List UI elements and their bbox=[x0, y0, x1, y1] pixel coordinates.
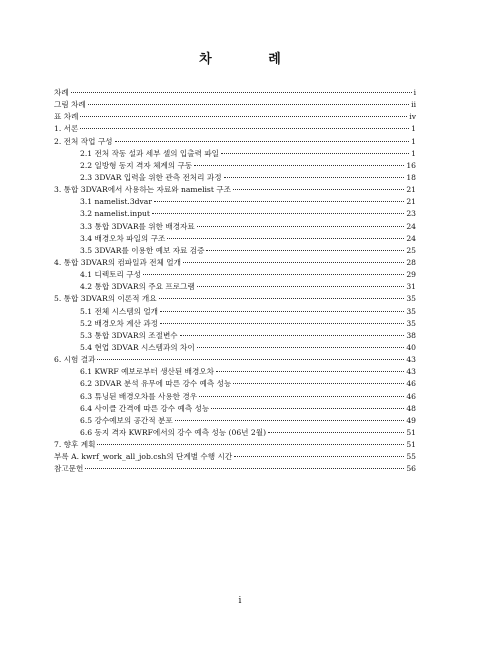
toc-entry[interactable] bbox=[54, 123, 416, 135]
toc-entry-page: 51 bbox=[406, 440, 416, 450]
page-number: i bbox=[238, 596, 242, 606]
toc-leader-dots bbox=[180, 335, 405, 336]
toc-entry[interactable] bbox=[54, 160, 416, 172]
toc-leader-dots bbox=[197, 347, 405, 348]
toc-entry[interactable] bbox=[54, 281, 416, 293]
toc-entry-label: 5.3 통합 3DVAR의 조절변수 bbox=[80, 330, 178, 340]
toc-entry[interactable] bbox=[54, 87, 416, 99]
toc-entry-label: 표 차례 bbox=[54, 112, 79, 122]
toc-entry[interactable] bbox=[54, 318, 416, 330]
toc-entry-label: 2.2 일방형 동지 격자 체계의 구동 bbox=[80, 160, 193, 170]
toc-entry[interactable] bbox=[54, 415, 416, 427]
toc-entry-page: 43 bbox=[406, 355, 416, 365]
toc-entry[interactable] bbox=[54, 439, 416, 451]
toc-entry[interactable] bbox=[54, 184, 416, 196]
toc-entry-label: 6.6 동지 격자 KWRF에서의 강수 예측 성능 (06년 2월) bbox=[80, 427, 267, 437]
toc-entry-page: 1 bbox=[411, 136, 416, 146]
toc-leader-dots bbox=[154, 201, 404, 202]
toc-entry-page: 23 bbox=[406, 209, 416, 219]
toc-entry-label: 3.1 namelist.3dvar bbox=[80, 197, 152, 207]
toc-entry-label: 2.1 전처 작동 설과 세부 셀의 입출력 파일 bbox=[80, 148, 220, 158]
toc-entry[interactable] bbox=[54, 366, 416, 378]
toc-leader-dots bbox=[85, 468, 404, 469]
toc-leader-dots bbox=[71, 92, 412, 93]
toc-entry[interactable] bbox=[54, 99, 416, 111]
toc-leader-dots bbox=[183, 262, 404, 263]
toc-entry[interactable] bbox=[54, 354, 416, 366]
toc-leader-dots bbox=[197, 226, 405, 227]
toc-leader-dots bbox=[97, 444, 404, 445]
toc-entry-page: 28 bbox=[406, 257, 416, 267]
toc-leader-dots bbox=[175, 420, 405, 421]
toc-entry-page: 18 bbox=[406, 172, 416, 182]
toc-entry-label: 7. 향후 계획 bbox=[54, 440, 96, 450]
toc-leader-dots bbox=[159, 298, 405, 299]
toc-leader-dots bbox=[233, 189, 404, 190]
toc-entry-label: 2. 전처 작업 구성 bbox=[54, 136, 113, 146]
toc-leader-dots bbox=[224, 177, 405, 178]
toc-entry[interactable] bbox=[54, 451, 416, 463]
toc-entry[interactable] bbox=[54, 403, 416, 415]
toc-entry-label: 3. 통합 3DVAR에서 사용하는 자료와 namelist 구조 bbox=[54, 185, 231, 195]
toc-entry-page: 21 bbox=[406, 185, 416, 195]
toc-entry-label: 3.5 3DVAR를 이용한 예보 자료 검증 bbox=[80, 245, 205, 255]
toc-entry-label: 4.1 디렉토리 구성 bbox=[80, 270, 141, 280]
toc-leader-dots bbox=[167, 238, 404, 239]
toc-leader-dots bbox=[211, 408, 404, 409]
toc-leader-dots bbox=[221, 153, 409, 154]
toc-entry-label: 4. 통합 3DVAR의 컴파일과 전체 얼개 bbox=[54, 257, 181, 267]
toc-entry-label: 6.3 튜닝된 배경오차를 사용한 경우 bbox=[80, 391, 198, 401]
toc-leader-dots bbox=[80, 128, 409, 129]
toc-entry-page: 1 bbox=[411, 148, 416, 158]
toc-leader-dots bbox=[143, 274, 404, 275]
toc-entry-label: 1. 서론 bbox=[54, 124, 79, 134]
toc-entry-page: ii bbox=[411, 100, 416, 110]
toc-entry-label: 차례 bbox=[54, 88, 69, 97]
toc-leader-dots bbox=[216, 371, 404, 372]
toc-leader-dots bbox=[88, 104, 409, 105]
toc-entry[interactable] bbox=[54, 427, 416, 439]
toc-entry[interactable] bbox=[54, 269, 416, 281]
toc-entry-label: 5. 통합 3DVAR의 이론적 개요 bbox=[54, 294, 157, 304]
toc-entry[interactable] bbox=[54, 208, 416, 220]
toc-entry[interactable] bbox=[54, 463, 416, 475]
toc-entry-page: 51 bbox=[406, 427, 416, 437]
toc-entry-page: 46 bbox=[406, 391, 416, 401]
toc-entry-page: 24 bbox=[406, 233, 416, 243]
toc-leader-dots bbox=[160, 311, 404, 312]
toc-entry-page: 46 bbox=[406, 379, 416, 389]
toc-leader-dots bbox=[199, 396, 404, 397]
toc-leader-dots bbox=[197, 286, 405, 287]
toc-entry[interactable] bbox=[54, 257, 416, 269]
toc-entry-label: 부록 A. kwrf_work_all_job.csh의 단계별 수행 시간 bbox=[54, 452, 233, 462]
toc-leader-dots bbox=[160, 323, 404, 324]
toc-leader-dots bbox=[234, 456, 404, 457]
toc-entry-page: 25 bbox=[406, 245, 416, 255]
toc-entry-page: 48 bbox=[406, 403, 416, 413]
toc-entry-label: 6.5 강수예보의 공간적 분포 bbox=[80, 415, 173, 425]
toc-entry[interactable] bbox=[54, 378, 416, 390]
toc-entry[interactable] bbox=[54, 233, 416, 245]
toc-leader-dots bbox=[97, 359, 404, 360]
toc-entry[interactable] bbox=[54, 111, 416, 123]
toc-entry[interactable] bbox=[54, 172, 416, 184]
toc-entry-page: 43 bbox=[406, 367, 416, 377]
toc-entry-page: 35 bbox=[406, 294, 416, 304]
toc-leader-dots bbox=[80, 116, 407, 117]
toc-entry-page: 1 bbox=[411, 124, 416, 134]
toc-entry-label: 3.2 namelist.input bbox=[80, 209, 150, 219]
toc-entry-page: iv bbox=[409, 112, 416, 122]
toc-entry-page: 21 bbox=[406, 197, 416, 207]
toc-entry[interactable] bbox=[54, 293, 416, 305]
toc-leader-dots bbox=[233, 383, 404, 384]
toc-entry-label: 5.4 현업 3DVAR 시스템과의 차이 bbox=[80, 342, 195, 352]
toc-entry-label: 5.2 배경오차 계산 과정 bbox=[80, 318, 159, 328]
toc-entry[interactable] bbox=[54, 196, 416, 208]
toc-leader-dots bbox=[206, 250, 404, 251]
toc-entry-label: 6. 시험 결과 bbox=[54, 355, 96, 365]
toc-entry-page: 29 bbox=[406, 270, 416, 280]
toc-entry-label: 5.1 전체 시스템의 얼개 bbox=[80, 306, 159, 316]
toc-entry-page: 35 bbox=[406, 318, 416, 328]
toc-entry-page: 38 bbox=[406, 330, 416, 340]
toc-entry[interactable] bbox=[54, 148, 416, 160]
page-title: 차 례 bbox=[199, 52, 307, 67]
toc-entry-page: 16 bbox=[406, 160, 416, 170]
toc-leader-dots bbox=[268, 432, 404, 433]
toc-leader-dots bbox=[152, 213, 404, 214]
toc-entry-page: 24 bbox=[406, 221, 416, 231]
toc-entry-page: i bbox=[413, 88, 416, 97]
toc-entry-page: 56 bbox=[406, 464, 416, 474]
toc-entry[interactable] bbox=[54, 245, 416, 257]
toc-entry-label: 3.4 배경오차 파일의 구조 bbox=[80, 233, 166, 243]
toc-entry-label: 6.2 3DVAR 분석 유무에 따른 강수 예측 성능 bbox=[80, 379, 232, 389]
toc-entry-label: 4.2 통합 3DVAR의 주요 프로그램 bbox=[80, 282, 195, 292]
toc-entry-page: 55 bbox=[406, 452, 416, 462]
toc-entry[interactable] bbox=[54, 391, 416, 403]
toc-entry[interactable] bbox=[54, 330, 416, 342]
toc-entry-page: 40 bbox=[406, 342, 416, 352]
toc-entry-label: 6.4 사이클 간격에 따른 강수 예측 성능 bbox=[80, 403, 210, 413]
toc-entry-label: 6.1 KWRF 예보로부터 생산된 배경오차 bbox=[80, 367, 214, 377]
toc-entry-label: 2.3 3DVAR 입력을 위한 관측 전처리 과정 bbox=[80, 172, 222, 182]
toc-entry[interactable] bbox=[54, 221, 416, 233]
toc-entry[interactable] bbox=[54, 136, 416, 148]
toc-leader-dots bbox=[115, 141, 410, 142]
toc-entry[interactable] bbox=[54, 342, 416, 354]
toc-leader-dots bbox=[194, 165, 404, 166]
toc-entry-label: 참고문헌 bbox=[54, 464, 84, 474]
toc-entry-page: 49 bbox=[406, 415, 416, 425]
toc-entry-page: 35 bbox=[406, 306, 416, 316]
toc-entry-label: 그림 차례 bbox=[54, 100, 86, 110]
toc-entry-label: 3.3 통합 3DVAR를 위한 배경자료 bbox=[80, 221, 195, 231]
table-of-contents bbox=[54, 87, 416, 476]
toc-entry-page: 31 bbox=[406, 282, 416, 292]
toc-entry[interactable] bbox=[54, 306, 416, 318]
